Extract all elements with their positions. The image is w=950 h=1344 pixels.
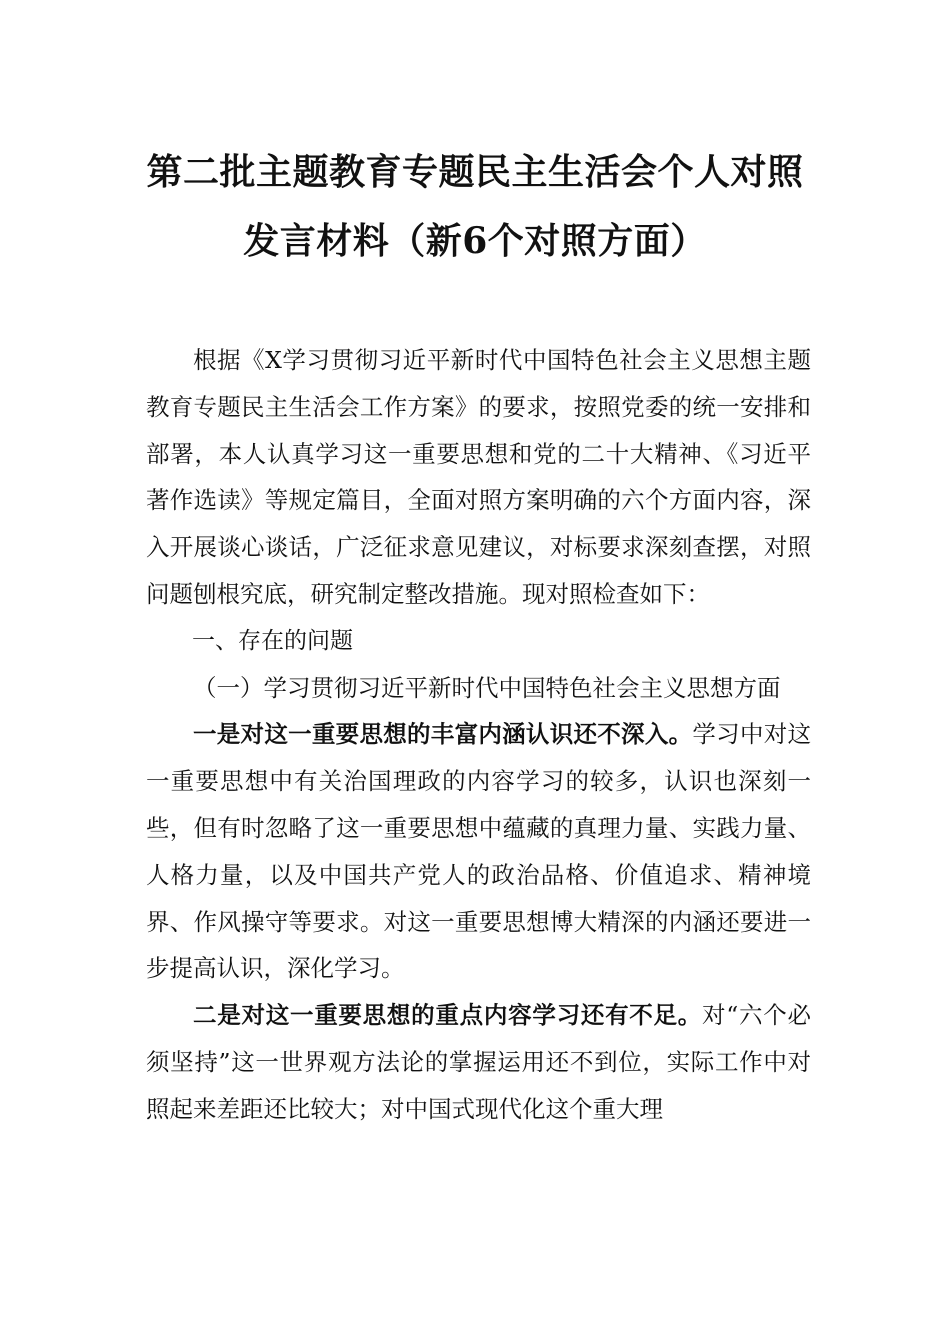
intro-paragraph: 根据《X学习贯彻习近平新时代中国特色社会主义思想主题教育专题民主生活会工作方案》的要求，按照党委的统一安排和部署，本人认真学习这一重要思想和党的二十大精神、《习近平著作选读》等规定篇目，全面对照方案明确的六个方面内容，深入开展谈心谈话，广泛征求意见建议，对标要求深刻查摆，对照问题刨根究底，研究制定整改措施。现对照检查如下：: [146, 346, 811, 608]
section-heading-problems: 一、存在的问题: [192, 627, 353, 654]
subsection-heading-study: （一）学习贯彻习近平新时代中国特色社会主义思想方面: [193, 673, 781, 702]
point-paragraph-2: [146, 992, 811, 1132]
document-title-line-2: 发言材料（新6个对照方面）: [243, 220, 707, 262]
document-body: [146, 337, 811, 1133]
point-2-text: 对“六个必须坚持”这一世界观方法论的掌握运用还不到位，实际工作中对照起来差距还比较大；对中国式现代化这个重大理: [146, 1001, 812, 1123]
point-1-lead: 一是对这一重要思想的丰富内涵认识还不深入。: [193, 720, 693, 749]
point-paragraph-1: [146, 711, 811, 992]
point-1-text: 学习中对这一重要思想中有关治国理政的内容学习的较多，认识也深刻一些，但有时忽略了这一重要思想中蕴藏的真理力量、实践力量、人格力量，以及中国共产党人的政治品格、价值追求、精神境界、作风操守等要求。对这一重要思想博大精深的内涵还要进一步提高认识，深化学习。: [146, 720, 812, 983]
document-title-line-1: 第二批主题教育专题民主生活会个人对照: [146, 151, 804, 193]
point-2-lead: 二是对这一重要思想的重点内容学习还有不足。: [193, 1001, 703, 1030]
